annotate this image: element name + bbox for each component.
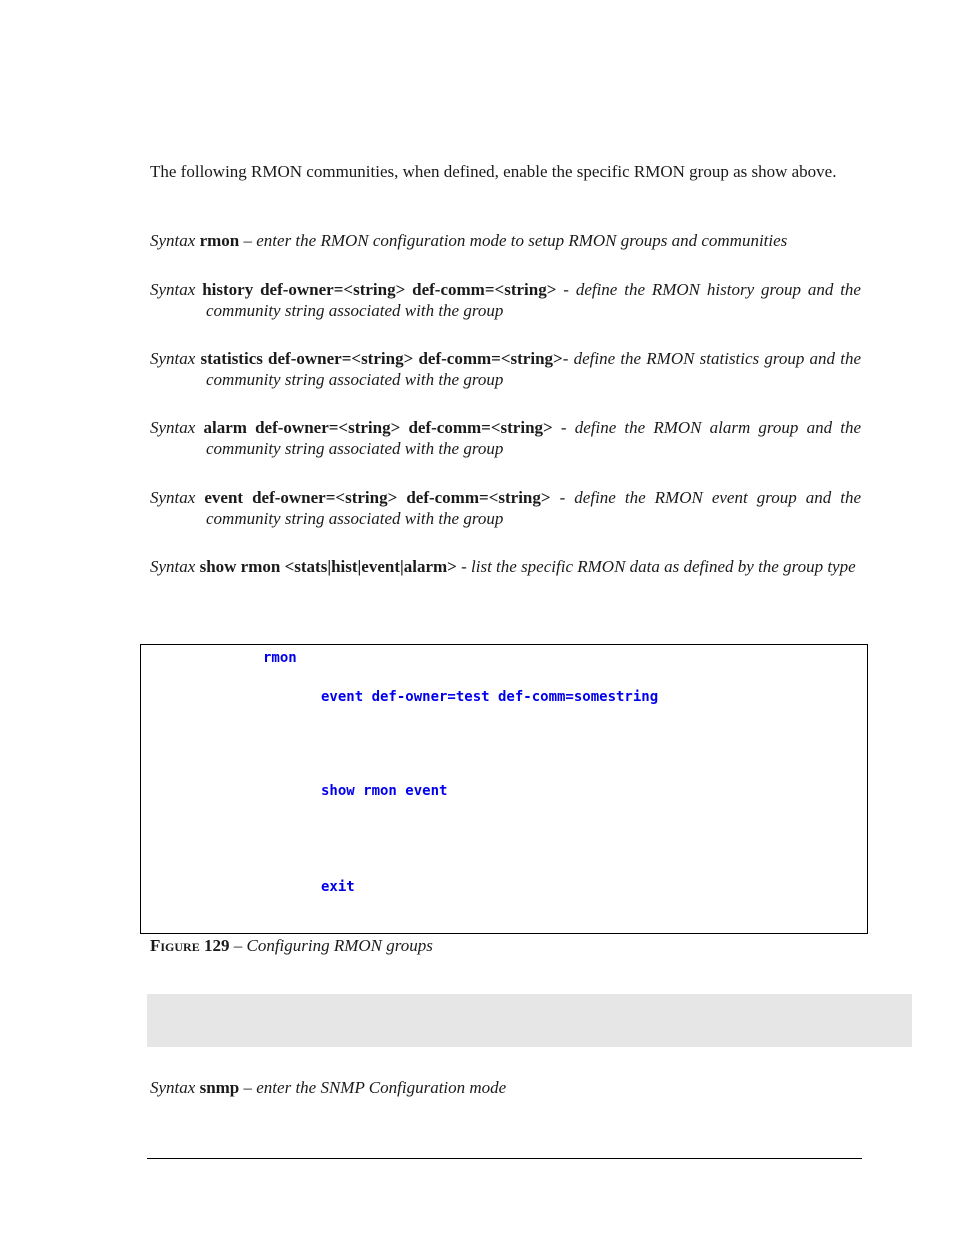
code-line-show-rmon: show rmon event [321, 783, 448, 799]
syntax-description: list the specific RMON data as defined by the group type [471, 557, 856, 576]
syntax-description: define the RMON alarm group and the community string associated with the group [206, 418, 862, 458]
syntax-show-rmon [150, 556, 861, 577]
figure-title: Configuring RMON groups [246, 936, 433, 955]
syntax-separator: – [239, 231, 257, 250]
syntax-separator: – [239, 1078, 257, 1097]
syntax-command: snmp [199, 1078, 240, 1097]
syntax-separator: - [456, 557, 472, 576]
figure-caption [150, 935, 433, 956]
syntax-alarm [150, 417, 861, 459]
syntax-separator: - [550, 488, 575, 507]
figure-label: Figure 129 [150, 936, 230, 955]
syntax-command: statistics def-owner=<string> def-comm=<string> [200, 349, 563, 368]
syntax-keyword: Syntax [150, 557, 196, 576]
syntax-description: enter the RMON configuration mode to setup RMON groups and communities [256, 231, 788, 250]
syntax-description: define the RMON history group and the community string associated with the group [206, 280, 861, 320]
syntax-rmon [150, 230, 861, 251]
syntax-separator: - [552, 418, 575, 437]
syntax-command: show rmon <stats|hist|event|alarm> [199, 557, 457, 576]
syntax-keyword: Syntax [150, 418, 196, 437]
syntax-description: define the RMON statistics group and the community string associated with the group [206, 349, 862, 389]
syntax-description: enter the SNMP Configuration mode [256, 1078, 507, 1097]
code-example-box [140, 644, 868, 934]
syntax-snmp [150, 1077, 861, 1098]
syntax-keyword: Syntax [150, 488, 196, 507]
figure-dash: – [229, 936, 247, 955]
code-line-event: event def-owner=test def-comm=somestring [321, 689, 659, 705]
syntax-keyword: Syntax [150, 231, 196, 250]
syntax-command: history def-owner=<string> def-comm=<string> [202, 280, 557, 299]
syntax-statistics [150, 348, 861, 390]
syntax-command: event def-owner=<string> def-comm=<string> [204, 488, 551, 507]
syntax-separator: - [562, 349, 574, 368]
footer-rule [147, 1158, 862, 1159]
syntax-keyword: Syntax [150, 349, 196, 368]
syntax-separator: - [556, 280, 576, 299]
syntax-description: define the RMON event group and the community string associated with the group [206, 488, 862, 528]
syntax-keyword: Syntax [150, 1078, 196, 1097]
code-line-rmon: rmon [263, 650, 297, 666]
section-heading-bar [147, 994, 912, 1047]
syntax-keyword: Syntax [150, 280, 196, 299]
code-line-exit: exit [321, 879, 355, 895]
intro-paragraph: The following RMON communities, when defined, enable the specific RMON group as show above. [150, 162, 837, 181]
syntax-command: alarm def-owner=<string> def-comm=<string> [203, 418, 553, 437]
syntax-history [150, 279, 861, 321]
syntax-event [150, 487, 861, 529]
syntax-command: rmon [199, 231, 240, 250]
